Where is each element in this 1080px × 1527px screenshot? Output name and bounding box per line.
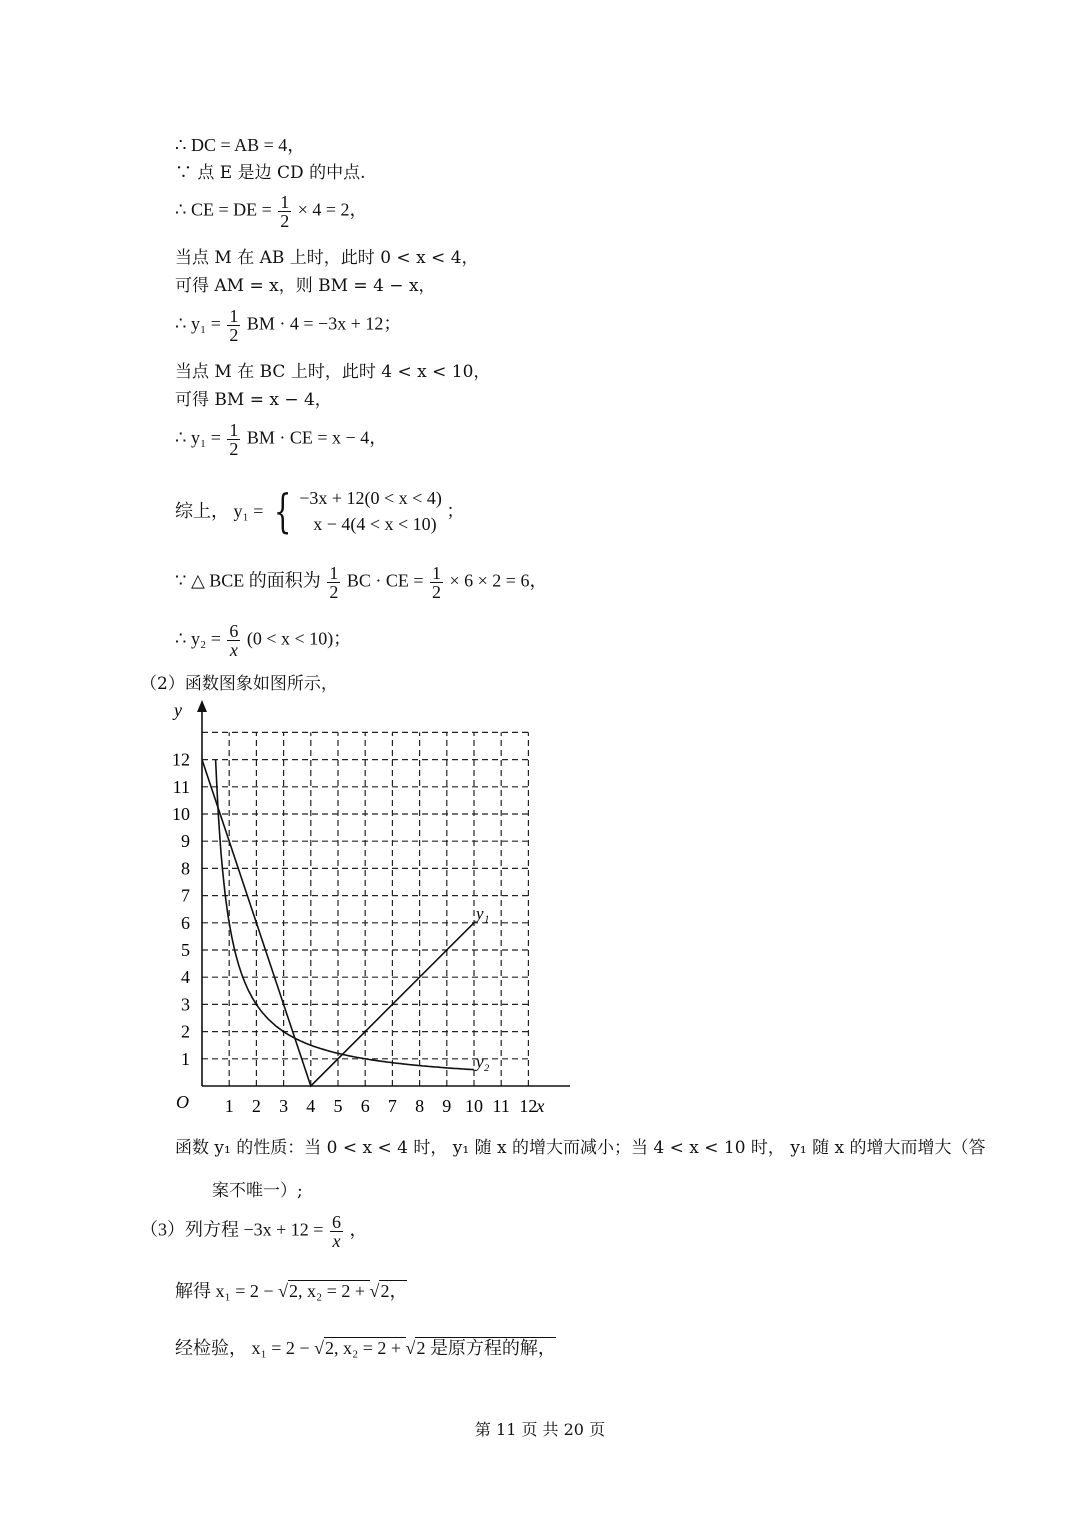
page-footer: 第 11 页 共 20 页: [474, 1420, 606, 1439]
sqrt-symbol: √: [369, 1281, 380, 1301]
sqrt-symbol: √: [278, 1281, 288, 1301]
line-am: 可得 AM = x，则 BM = 4 − x，: [175, 276, 436, 296]
fraction-half: $\frac{1}{2}$: [280, 192, 290, 231]
x-tick-label: 5: [333, 1096, 343, 1116]
eq-pre: （3）列方程 −3x + 12 =: [140, 1219, 324, 1240]
y-axis-arrow: [197, 700, 207, 712]
x-tick-label: 10: [465, 1096, 483, 1116]
y-tick-label: 5: [181, 940, 190, 960]
y-tick-label: 3: [181, 994, 190, 1015]
line-y1-ab: [175, 307, 401, 344]
fraction-half: $\frac{1}{2}$: [431, 563, 441, 602]
brace: { −3x + 12(0 < x < 4) x − 4(4 < x < 10): [273, 484, 442, 538]
x-tick-label: 9: [442, 1096, 452, 1116]
case-2: x − 4(4 < x < 10): [313, 514, 437, 534]
y1-property-cont: 案不唯一）;: [212, 1181, 303, 1201]
line-y1-bc: [175, 421, 387, 458]
y1-ab-post: BM · 4 = −3x + 12；: [246, 313, 402, 334]
x-tick-label: 2: [251, 1096, 261, 1116]
y-tick-label: 2: [181, 1021, 190, 1042]
x-tick-label: 3: [279, 1096, 289, 1116]
sol-post: 2，: [380, 1281, 408, 1301]
y-tick-label: 12: [172, 749, 190, 770]
y1-bc-post: BM · CE = x − 4，: [246, 427, 388, 448]
series-label-y2: y₂: [476, 1052, 490, 1072]
solution-line: [175, 1280, 407, 1302]
x-tick-label: 11: [492, 1096, 510, 1116]
y-tick-label: 7: [181, 885, 190, 906]
fraction-six-over-x: $\frac{6}{x}$: [331, 1212, 341, 1251]
y1-bc-pre: ∴ y₁ =: [175, 427, 221, 448]
chk-mid: 2, x₂ = 2 +: [324, 1338, 406, 1358]
line-y2: [175, 622, 351, 659]
fraction-six-over-x: $\frac{6}{x}$: [229, 621, 239, 660]
origin-label: O: [176, 1092, 189, 1112]
line-case-bc: 当点 M 在 BC 上时，此时 4 < x < 10，: [175, 362, 491, 382]
function-graph: [160, 698, 570, 1118]
sqrt-symbol: √: [314, 1338, 324, 1358]
x-tick-label: 1: [224, 1096, 234, 1116]
line-bce-area: [175, 564, 547, 601]
x-tick-label: 6: [360, 1096, 370, 1116]
line-piecewise: [175, 485, 464, 537]
chk-pre: 经检验， x₁ = 2 −: [175, 1338, 315, 1358]
sqrt-symbol: √: [405, 1338, 416, 1358]
chk-post: 2 是原方程的解，: [416, 1338, 556, 1358]
x-tick-label: 8: [415, 1096, 425, 1116]
x-tick-label: 7: [387, 1096, 397, 1116]
y-tick-label: 11: [172, 776, 190, 797]
piecewise-pre: 综上， y₁ =: [175, 501, 264, 521]
y-axis-label: y: [174, 700, 182, 720]
y-tick-label: 1: [181, 1048, 190, 1069]
area-pre: ∵ △ BCE 的面积为: [175, 570, 321, 591]
y2-pre: ∴ y₂ =: [175, 628, 221, 649]
area-mid: BC · CE =: [346, 570, 424, 591]
x-axis-label: x: [536, 1096, 545, 1116]
x-tick-label: 12: [519, 1096, 538, 1116]
y1-property: 函数 y₁ 的性质：当 0 < x < 4 时， y₁ 随 x 的增大而减小；当 4 < x < 10 时， y₁ 随 x 的增大而增大（答: [175, 1138, 986, 1158]
area-post: × 6 × 2 = 6，: [449, 570, 548, 591]
y-tick-label: 8: [181, 858, 190, 879]
sol-mid: 2, x₂ = 2 +: [288, 1281, 370, 1301]
series-label-y1: y₁: [476, 903, 490, 923]
ce-post: × 4 = 2，: [297, 199, 368, 220]
fraction-half: $\frac{1}{2}$: [229, 420, 239, 459]
fraction-half: $\frac{1}{2}$: [229, 306, 239, 345]
check-line: [175, 1337, 556, 1359]
y-tick-label: 9: [181, 831, 190, 852]
line-dc-ab: ∴ DC = AB = 4，: [175, 135, 306, 155]
case-1: −3x + 12(0 < x < 4): [299, 488, 442, 508]
y-tick-label: 6: [181, 912, 190, 933]
y1-ab-pre: ∴ y₁ =: [175, 313, 221, 334]
line-bm: 可得 BM = x − 4，: [175, 390, 332, 410]
line-midpoint: ∵ 点 E 是边 CD 的中点.: [175, 163, 366, 183]
x-tick-label: 4: [306, 1096, 316, 1116]
line-case-ab: 当点 M 在 AB 上时，此时 0 < x < 4，: [175, 248, 479, 268]
y-tick-label: 4: [181, 967, 190, 988]
fraction-half: $\frac{1}{2}$: [329, 563, 339, 602]
y2-post: (0 < x < 10)；: [246, 628, 352, 649]
piecewise-post: ；: [446, 501, 465, 521]
part-3-equation: [140, 1213, 367, 1250]
part-2-heading: （2）函数图象如图所示，: [140, 674, 338, 694]
line-ce-de: [175, 193, 368, 230]
y-tick-label: 10: [172, 804, 190, 824]
ce-pre: ∴ CE = DE =: [175, 199, 272, 220]
sol-pre: 解得 x₁ = 2 −: [175, 1281, 279, 1301]
eq-post: ，: [349, 1219, 368, 1240]
